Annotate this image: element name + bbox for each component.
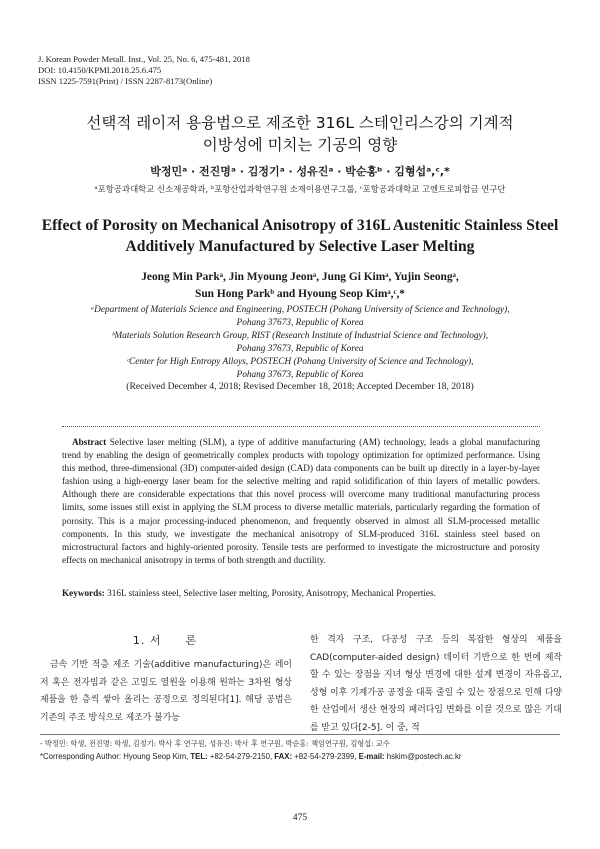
english-affiliations xyxy=(30,304,570,382)
korean-affiliations: ᵃ포항공과대학교 신소재공학과, ᵇ포항산업과학연구원 소재이용연구그룹, ᶜ포항공과대학교 고엔트로피합금 연구단 xyxy=(94,184,506,194)
affiliation-a-line2: Pohang 37673, Republic of Korea xyxy=(236,318,364,328)
korean-title-line2: 이방성에 미치는 기공의 영향 xyxy=(202,136,398,154)
corresponding-author: *Corresponding Author: Hyoung Seop Kim, xyxy=(40,752,189,761)
korean-authors: 박정민ᵃ · 전진명ᵃ · 김정기ᵃ · 성유진ᵃ · 박순홍ᵇ · 김형섭ᵃ,ᶜ,* xyxy=(150,165,450,178)
keywords xyxy=(62,588,540,598)
page-number: 475 xyxy=(292,812,308,823)
tel: +82-54-279-2150, xyxy=(209,752,273,761)
abstract-divider xyxy=(62,426,540,427)
english-title xyxy=(30,215,570,257)
received-dates: (Received December 4, 2018; Revised December 18, 2018; Accepted December 18, 2018) xyxy=(126,381,474,392)
english-title-line2: Additively Manufactured by Selective Laser Melting xyxy=(125,238,475,255)
author-positions-footnote: - 박정민: 학생, 전진명: 학생, 김정기: 박사 후 연구원, 성유진: 박사 후 연구원, 박순홍: 책임연구원, 김형섭: 교수 xyxy=(40,739,390,748)
english-authors-line1: Jeong Min Parkᵃ, Jin Myoung Jeonᵃ, Jung Gi Kimᵃ, Yujin Seongᵃ, xyxy=(141,271,459,283)
fax: +82-54-279-2399, xyxy=(294,752,357,761)
corresponding-author-footnote xyxy=(40,752,461,761)
english-title-line1: Effect of Porosity on Mechanical Anisotropy of 316L Austenitic Stainless Steel xyxy=(41,217,559,234)
korean-title xyxy=(30,112,570,156)
journal-citation: J. Korean Powder Metall. Inst., Vol. 25, No. 6, 475-481, 2018 xyxy=(38,54,250,64)
affiliation-c-line1: ᶜCenter for High Entropy Alloys, POSTECH (Pohang University of Science and Technology), xyxy=(126,357,474,367)
footnote-divider xyxy=(40,734,560,735)
body-column-right: 한 격자 구조, 다공성 구조 등의 복잡한 형상의 제품을 CAD(computer-aided design) 데이터 기반으로 한 번에 제작할 수 있는 장점을 지녀 형상 변경에 대한 설계 변경이 자유롭고, 성형 이후 기계가공 공정을 대폭 줄일 수 있는 장점으로 인해 다양한 산업에서 생산 현장의 패러다임 변화를 이끌 것으로 많은 기대를 받고 있다[2-5]. 이 중, 적 xyxy=(310,635,562,733)
korean-title-line1: 선택적 레이저 용융법으로 제조한 316L 스테인리스강의 기계적 xyxy=(86,114,514,132)
affiliation-a-line1: ᵃDepartment of Materials Science and Engineering, POSTECH (Pohang University of Science and Technology), xyxy=(90,305,510,315)
english-authors xyxy=(30,269,570,303)
issn: ISSN 1225-7591(Print) / ISSN 2287-8173(Online) xyxy=(38,76,213,86)
section-heading: 1. 서 론 xyxy=(132,634,198,647)
journal-header xyxy=(38,54,250,87)
tel-label: TEL: xyxy=(190,752,208,761)
email: hskim@postech.ac.kr xyxy=(386,752,462,761)
keywords-text: 316L stainless steel, Selective laser melting, Porosity, Anisotropy, Mechanical Properties. xyxy=(107,588,436,598)
affiliation-b-line2: Pohang 37673, Republic of Korea xyxy=(236,344,364,354)
body-column-left: 금속 기반 적층 제조 기술(additive manufacturing)은 레이저 혹은 전자빔과 같은 고밀도 열원을 이용해 원하는 3차원 형상 제품을 한 층씩 쌓아 올리는 공정으로 정의된다[1]. 해당 공법은 기존의 주조 방식으로 제조가 불가능 xyxy=(40,660,292,723)
abstract xyxy=(62,436,540,567)
abstract-text: Selective laser melting (SLM), a type of additive manufacturing (AM) technology, leads a global manufacturing trend by enabling the design of geometrically complex products with topology optimization for optimized performance. Using this method, three-dimensional (3D) computer-aided design (CAD) data components can be built up directly in a layer-by-layer fashion using a high-energy laser beam for the selective melting and rapid solidification of thin layers of metallic powders. Although there are considerable expectations that this novel process will overcome many traditional manufacturing process limits, some issues still exist in applying the SLM process to diverse metallic materials, particularly regarding the formation of porosity. This is a major processing-induced phenomenon, and frequently observed in almost all SLM-processed metallic components. In this study, we investigate the mechanical anisotropy of SLM-produced 316L stainless steel based on microstructural factors and highly-oriented porosity. Tensile tests are performed to investigate the microstructure and porosity effects on mechanical anisotropy in terms of both strength and ductility. xyxy=(62,437,541,565)
abstract-label: Abstract xyxy=(72,437,107,447)
fax-label: FAX: xyxy=(274,752,293,761)
english-authors-line2: Sun Hong Parkᵇ and Hyoung Seop Kimᵃ,ᶜ,* xyxy=(195,288,405,300)
doi: DOI: 10.4150/KPMI.2018.25.6.475 xyxy=(38,65,162,75)
keywords-label: Keywords: xyxy=(62,588,105,598)
affiliation-c-line2: Pohang 37673, Republic of Korea xyxy=(236,370,364,380)
affiliation-b-line1: ᵇMaterials Solution Research Group, RIST (Research Institute of Industrial Science and Technology), xyxy=(111,331,489,341)
email-label: E-mail: xyxy=(358,752,385,761)
